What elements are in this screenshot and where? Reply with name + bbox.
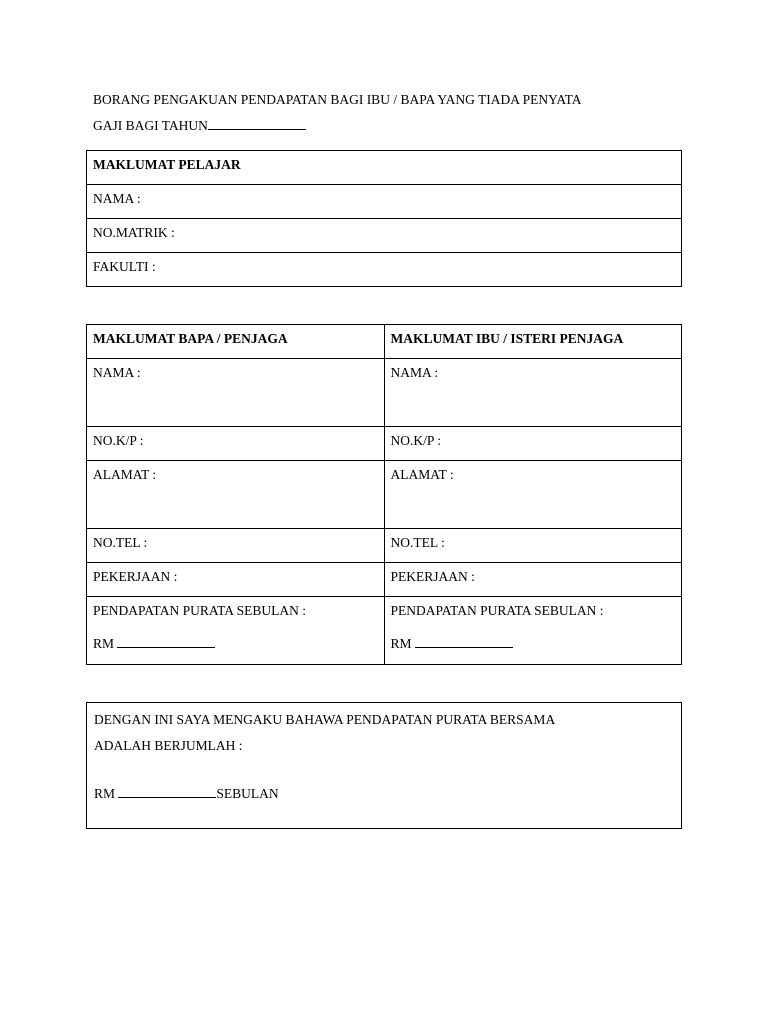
mother-phone-field[interactable]: NO.TEL : [384, 529, 682, 563]
declaration-rm-blank[interactable] [118, 783, 216, 798]
student-header: MAKLUMAT PELAJAR [87, 151, 682, 185]
mother-header: MAKLUMAT IBU / ISTERI PENJAGA [384, 325, 682, 359]
declaration-line-1: DENGAN INI SAYA MENGAKU BAHAWA PENDAPATAN PURATA BERSAMA [94, 712, 556, 727]
father-occupation-field[interactable]: PEKERJAAN : [87, 563, 385, 597]
father-name-field[interactable]: NAMA : [87, 359, 385, 427]
mother-income-label: PENDAPATAN PURATA SEBULAN : [390, 603, 604, 618]
mother-rm-line [391, 633, 676, 652]
per-month-label: SEBULAN [216, 786, 279, 801]
father-ic-field[interactable]: NO.K/P : [87, 427, 385, 461]
declaration-box [86, 702, 682, 829]
student-info-table [86, 150, 682, 287]
mother-address-field[interactable]: ALAMAT : [384, 461, 682, 529]
father-header: MAKLUMAT BAPA / PENJAGA [87, 325, 385, 359]
father-phone-field[interactable]: NO.TEL : [87, 529, 385, 563]
parent-info-table [86, 324, 682, 665]
title-line-1: BORANG PENGAKUAN PENDAPATAN BAGI IBU / BAPA YANG TIADA PENYATA [93, 92, 582, 107]
mother-occupation-field[interactable]: PEKERJAAN : [384, 563, 682, 597]
father-address-field[interactable]: ALAMAT : [87, 461, 385, 529]
father-income-label: PENDAPATAN PURATA SEBULAN : [93, 603, 307, 618]
title-line-2 [93, 113, 582, 139]
mother-income-field[interactable] [384, 597, 682, 665]
father-rm-label: RM [93, 636, 115, 651]
mother-name-field[interactable]: NAMA : [384, 359, 682, 427]
student-faculty-field[interactable]: FAKULTI : [87, 253, 682, 287]
student-matric-field[interactable]: NO.MATRIK : [87, 219, 682, 253]
declaration-rm-label: RM [94, 786, 116, 801]
declaration-line-2: ADALAH BERJUMLAH : [94, 738, 243, 753]
year-blank[interactable] [208, 115, 306, 130]
mother-ic-field[interactable]: NO.K/P : [384, 427, 682, 461]
title-year-label: GAJI BAGI TAHUN [93, 118, 208, 133]
declaration-rm-line [94, 781, 674, 807]
mother-rm-label: RM [390, 636, 412, 651]
student-name-field[interactable]: NAMA : [87, 185, 682, 219]
mother-rm-blank[interactable] [415, 633, 513, 648]
father-rm-line [93, 633, 378, 652]
father-income-field[interactable] [87, 597, 385, 665]
father-rm-blank[interactable] [117, 633, 215, 648]
form-title [93, 87, 582, 139]
